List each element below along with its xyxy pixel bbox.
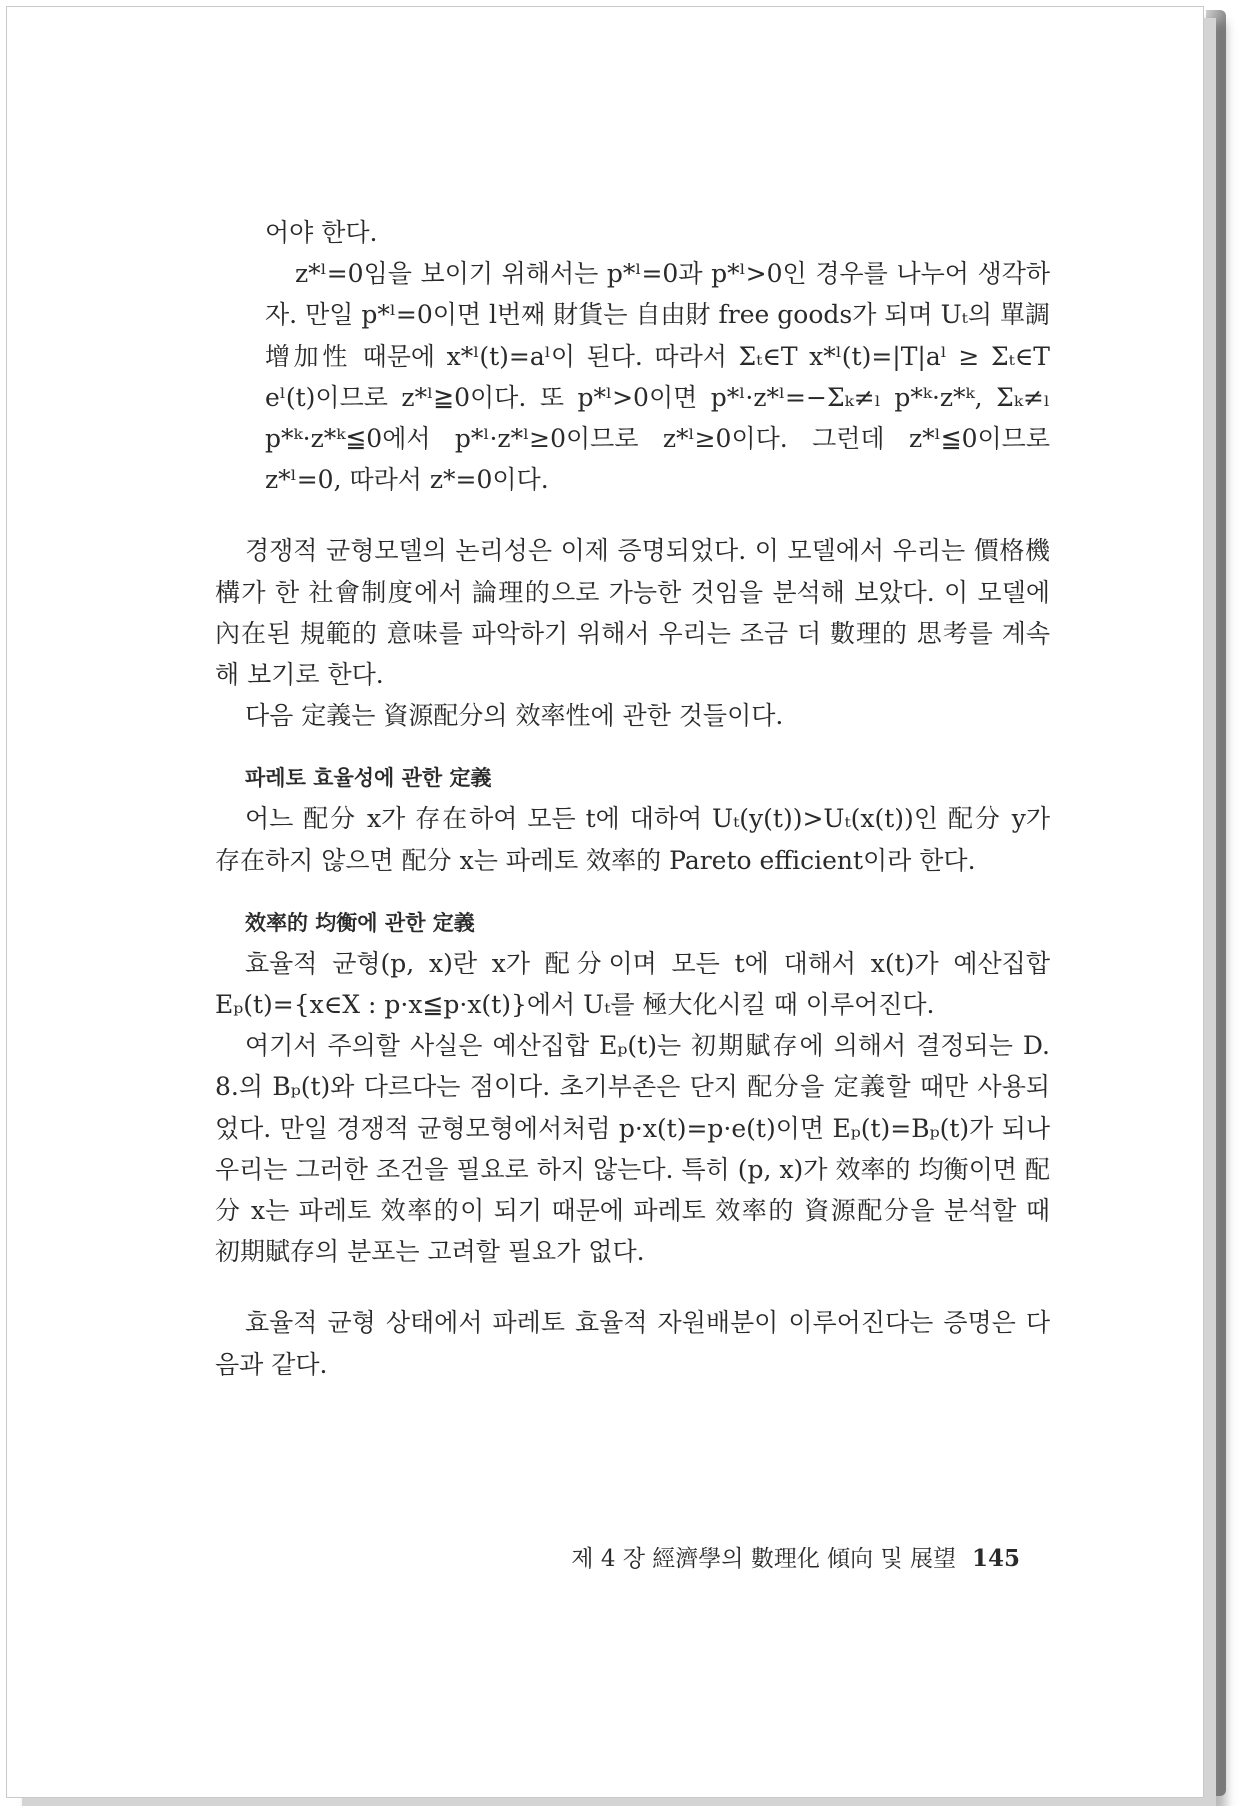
definition-text-efficient-equilibrium: 효율적 균형(p, x)란 x가 配分이며 모든 t에 대해서 x(t)가 예산집합 Eₚ(t)={x∈X : p·x≦p·x(t)}에서 Uₜ를 極大化시킬 때 이루어진다. [215, 948, 1050, 1020]
definition-heading-efficient-equilibrium: 效率的 均衡에 관한 定義 [245, 910, 475, 935]
page-footer [520, 1540, 1020, 1573]
body-paragraph-1: 경쟁적 균형모델의 논리성은 이제 증명되었다. 이 모델에서 우리는 價格機構가 한 社會制度에서 論理的으로 가능한 것임을 분석해 보았다. 이 모델에 內在된 規範的 意味를 파악하기 위해서 우리는 조금 더 數理的 思考를 계속해 보기로 한다. [215, 536, 1050, 690]
body-paragraph-3: 여기서 주의할 사실은 예산집합 Eₚ(t)는 初期賦存에 의해서 결정되는 D. 8.의 Bₚ(t)와 다르다는 점이다. 초기부존은 단지 配分을 定義할 때만 사용되었다. 만일 경쟁적 균형모형에서처럼 p·x(t)=p·e(t)이면 Eₚ(t)=Bₚ(t)가 되나 우리는 그러한 조건을 필요로 하지 않는다. 특히 (p, x)가 效率的 均衡이면 配分 x는 파레토 效率的이 되기 때문에 파레토 效率的 資源配分을 분석할 때 初期賦存의 분포는 고려할 필요가 없다. [215, 1031, 1050, 1267]
definition-heading-pareto: 파레토 효율성에 관한 定義 [245, 766, 492, 791]
page-number: 145 [971, 1545, 1020, 1572]
page-edge [1206, 10, 1226, 1796]
body-paragraph-4: 효율적 균형 상태에서 파레토 효율적 자원배분이 이루어진다는 증명은 다음과 같다. [215, 1308, 1050, 1379]
proof-paragraph: z*ˡ=0임을 보이기 위해서는 p*ˡ=0과 p*ˡ>0인 경우를 나누어 생각하자. 만일 p*ˡ=0이면 l번째 財貨는 自由財 free goods가 되며 Uₜ의 單調增加性 때문에 x*ˡ(t)=aˡ이 된다. 따라서 Σₜ∈T x*ˡ(t)=|T|aˡ ≥ Σₜ∈T eˡ(t)이므로 z*ˡ≧0이다. 또 p*ˡ>0이면 p*ˡ·z*ˡ=−Σₖ≠ₗ p*ᵏ·z*ᵏ, Σₖ≠ₗ p*ᵏ·z*ᵏ≦0에서 p*ˡ·z*ˡ≥0이므로 z*ˡ≥0이다. 그런데 z*ˡ≦0이므로 z*ˡ=0, 따라서 z*=0이다. [265, 259, 1050, 495]
running-head: 제 4 장 經濟學의 數理化 傾向 및 展望 [571, 1546, 956, 1572]
proof-block [215, 212, 1050, 500]
definition-text-pareto: 어느 配分 x가 存在하여 모든 t에 대하여 Uₜ(y(t))>Uₜ(x(t))인 配分 y가 存在하지 않으면 配分 x는 파레토 效率的 Pareto efficient이라 한다. [215, 804, 1050, 875]
proof-line-0: 어야 한다. [265, 218, 378, 247]
page-body [215, 212, 1050, 1385]
body-paragraph-2: 다음 定義는 資源配分의 效率性에 관한 것들이다. [245, 701, 784, 731]
